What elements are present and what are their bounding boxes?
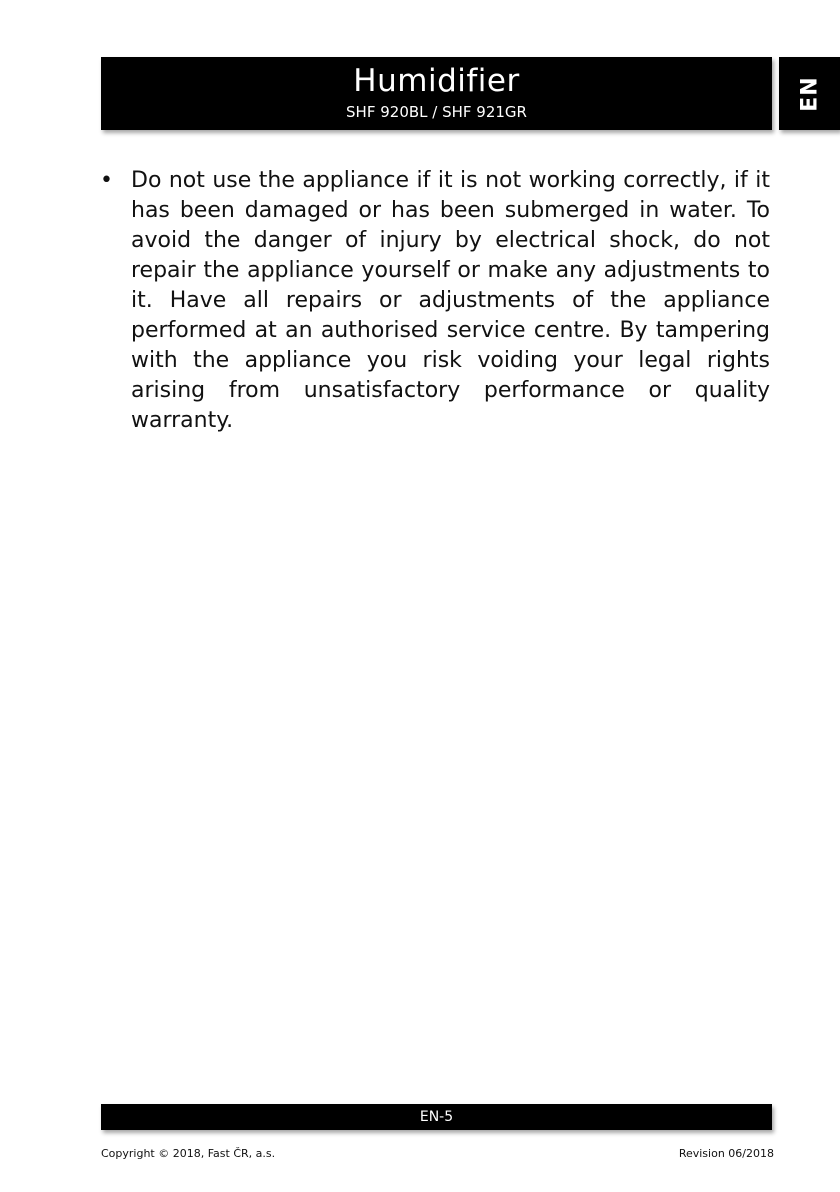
page-title: Humidifier xyxy=(353,63,520,99)
copyright-text: Copyright © 2018, Fast ČR, a.s. xyxy=(101,1147,276,1160)
main-content xyxy=(100,166,770,436)
model-subtitle: SHF 920BL / SHF 921GR xyxy=(346,103,527,121)
bullet-icon: • xyxy=(100,168,113,193)
bullet-text: Do not use the appliance if it is not working correctly, if it has been damaged or has been submerged in water. To avoid the danger of injury by electrical shock, do not repair the appliance yourself or make any adjustments to it. Have all repairs or adjustments of the appliance performed at an authorised service centre. By tampering with the appliance you risk voiding your legal rights arising from unsatisfactory performance or quality warranty. xyxy=(131,168,770,433)
safety-bullet-list xyxy=(100,166,770,436)
page-number: EN-5 xyxy=(419,1109,454,1125)
list-item xyxy=(100,166,770,436)
language-tab xyxy=(779,57,840,130)
header-bar xyxy=(101,57,772,130)
footer-bar xyxy=(101,1104,772,1130)
revision-text: Revision 06/2018 xyxy=(678,1147,774,1160)
language-tab-label: EN xyxy=(797,75,822,112)
